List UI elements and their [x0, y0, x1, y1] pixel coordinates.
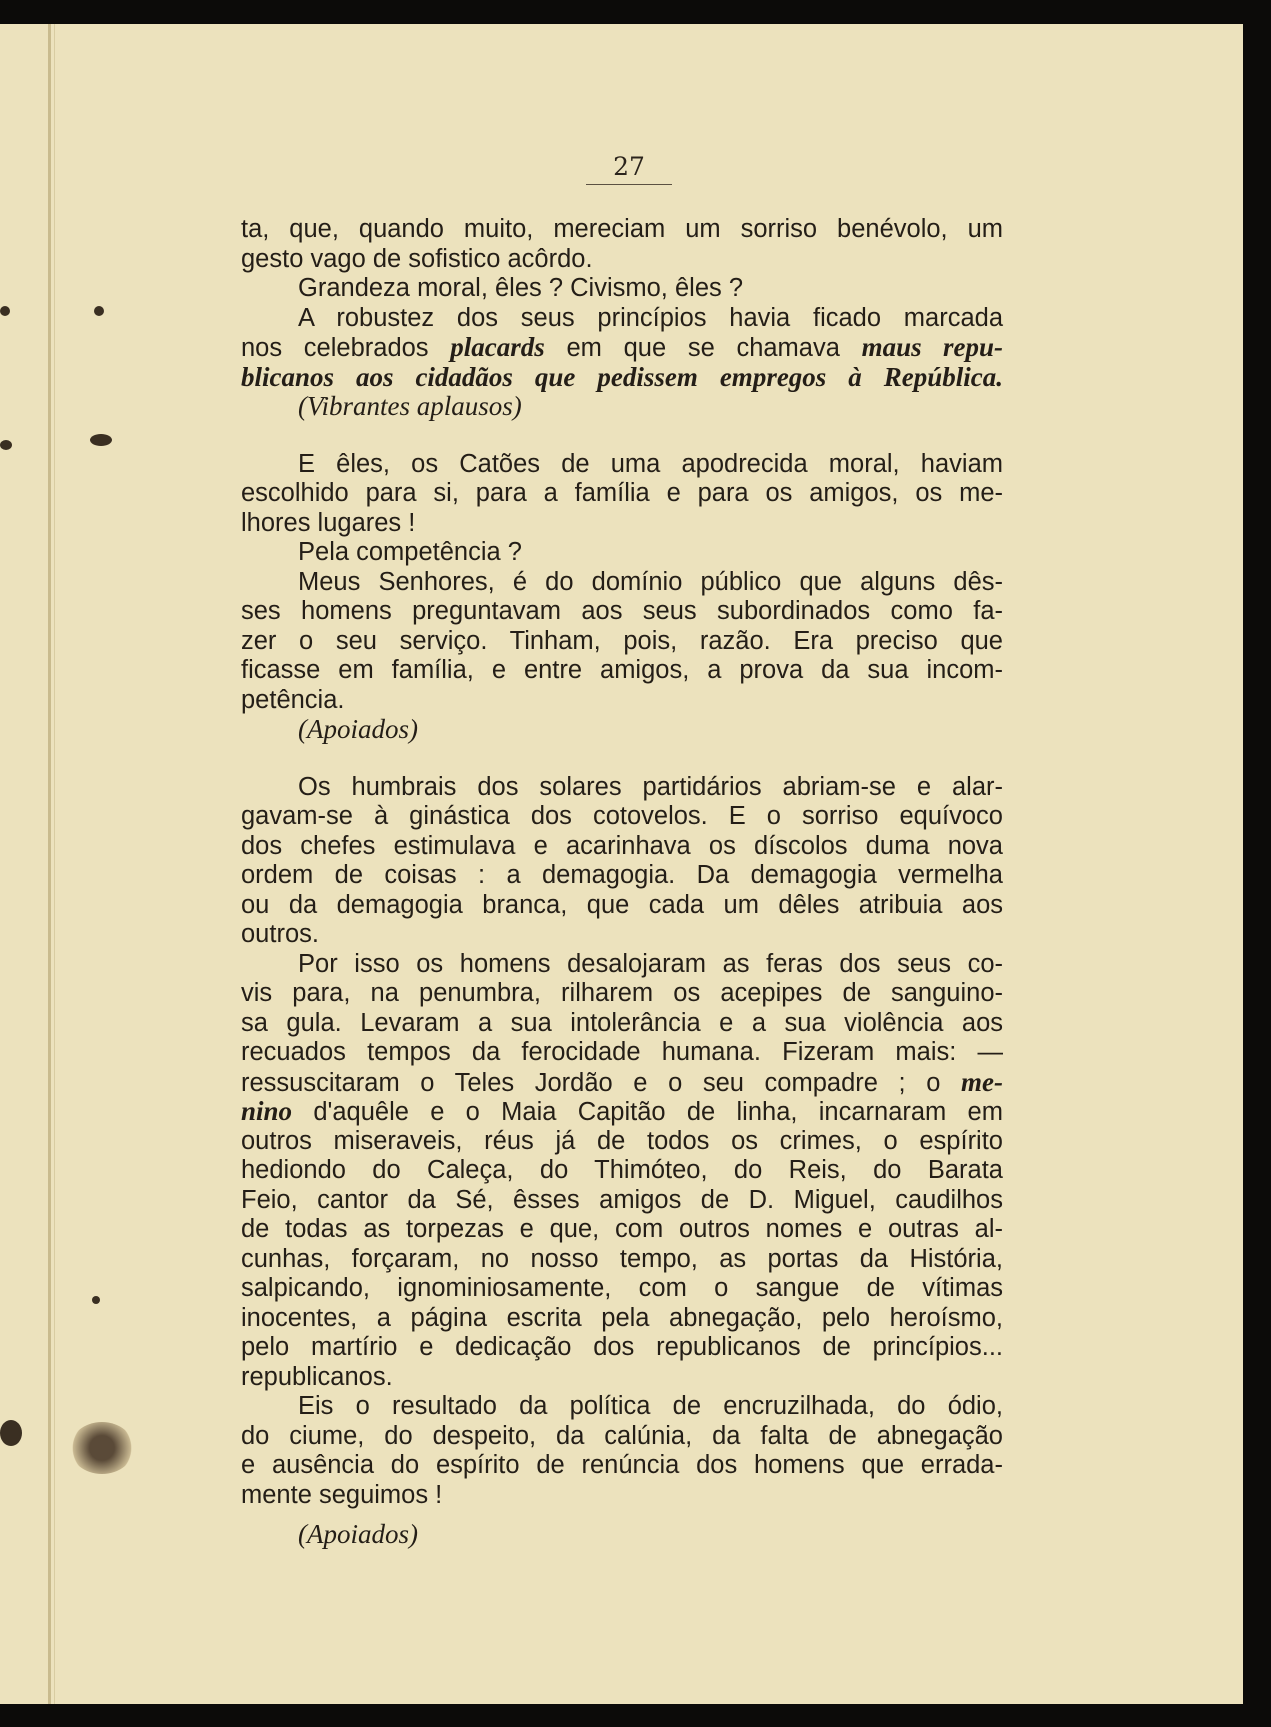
binding-hole — [0, 1420, 22, 1446]
binding-hole — [90, 434, 112, 446]
text-line: inocentes, a página escrita pela abnegação, pelo heroísmo, — [241, 1303, 1003, 1332]
text-line: salpicando, ignominiosamente, com o sangue de vítimas — [241, 1274, 1003, 1302]
text-line: A robustez dos seus princípios havia ficado marcada — [298, 303, 1003, 332]
text-line: nos celebrados placards em que se chamava maus repu- — [241, 332, 1004, 362]
text-line: pelo martírio e dedicação dos republicanos de princípios... — [241, 1333, 1003, 1361]
text-line: cunhas, forçaram, no nosso tempo, as portas da História, — [241, 1244, 1003, 1273]
text-line: vis para, na penumbra, rilharem os acepipes de sanguino- — [241, 979, 1003, 1007]
page-fold-shadow — [54, 24, 55, 1704]
text-line: ressuscitaram o Teles Jordão e o seu compadre ; o me- — [241, 1066, 1003, 1097]
text-line: Os humbrais dos solares partidários abriam-se e alar- — [298, 772, 1003, 801]
text-line: recuados tempos da ferocidade humana. Fizeram mais: — — [241, 1038, 1003, 1066]
text-line: gavam-se à ginástica dos cotovelos. E o sorriso equívoco — [241, 802, 1003, 830]
page-number: 27 — [586, 152, 672, 185]
text-line: escolhido para si, para a família e para os amigos, os me- — [241, 479, 1003, 507]
text-line: Eis o resultado da política de encruzilhada, do ódio, — [298, 1392, 1003, 1420]
binding-hole — [94, 306, 104, 316]
text-line: blicanos aos cidadãos que pedissem empregos à República. — [241, 361, 1003, 392]
text-line: Feio, cantor da Sé, êsses amigos de D. Miguel, caudilhos — [241, 1185, 1003, 1214]
text-line: dos chefes estimulava e acarinhava os díscolos duma nova — [241, 831, 1003, 860]
binding-hole — [0, 306, 10, 316]
text-line: de todas as torpezas e que, com outros nomes e outras al- — [241, 1215, 1003, 1243]
text-line: petência. — [241, 685, 345, 714]
text-line: ordem de coisas : a demagogia. Da demagogia vermelha — [241, 861, 1003, 889]
text-line: ta, que, quando muito, mereciam um sorriso benévolo, um — [241, 215, 1003, 243]
text-line: gesto vago de sofistico acôrdo. — [241, 244, 593, 273]
page-fold — [48, 24, 51, 1704]
text-line: outros. — [241, 920, 319, 948]
text-line: mente seguimos ! — [241, 1480, 443, 1509]
binding-hole — [70, 1422, 134, 1474]
binding-hole — [0, 440, 12, 450]
text-line: outros miseraveis, réus já de todos os crimes, o espírito — [241, 1126, 1003, 1155]
text-line: zer o seu serviço. Tinham, pois, razão. Era preciso que — [241, 626, 1003, 655]
text-line: republicanos. — [241, 1362, 393, 1391]
binding-hole — [92, 1296, 100, 1304]
text-line: hediondo do Caleça, do Thimóteo, do Reis, do Barata — [241, 1156, 1003, 1184]
applause-note: (Apoiados) — [298, 714, 418, 744]
text-line: e ausência do espírito de renúncia dos homens que errada- — [241, 1451, 1003, 1479]
text-line: Por isso os homens desalojaram as feras dos seus co- — [298, 949, 1003, 978]
applause-note: (Vibrantes aplausos) — [298, 391, 522, 421]
text-line: lhores lugares ! — [241, 508, 416, 537]
text-line: ses homens preguntavam aos seus subordinados como fa- — [241, 597, 1003, 625]
document-page — [0, 24, 1243, 1704]
applause-note: (Apoiados) — [298, 1519, 418, 1549]
text-line: sa gula. Levaram a sua intolerância e a sua violência aos — [241, 1008, 1003, 1037]
text-line: ou da demagogia branca, que cada um dêles atribuia aos — [241, 890, 1003, 919]
text-line: do ciume, do despeito, da calúnia, da falta de abnegação — [241, 1421, 1003, 1450]
text-line: Meus Senhores, é do domínio público que alguns dês- — [298, 567, 1003, 596]
body-text — [241, 215, 1003, 1550]
text-line: ficasse em família, e entre amigos, a prova da sua incom- — [241, 656, 1003, 684]
text-line: Pela competência ? — [298, 538, 522, 566]
text-line: nino d'aquêle e o Maia Capitão de linha, incarnaram em — [241, 1096, 1003, 1126]
text-line: E êles, os Catões de uma apodrecida moral, haviam — [298, 449, 1003, 478]
text-line: Grandeza moral, êles ? Civismo, êles ? — [298, 274, 744, 302]
